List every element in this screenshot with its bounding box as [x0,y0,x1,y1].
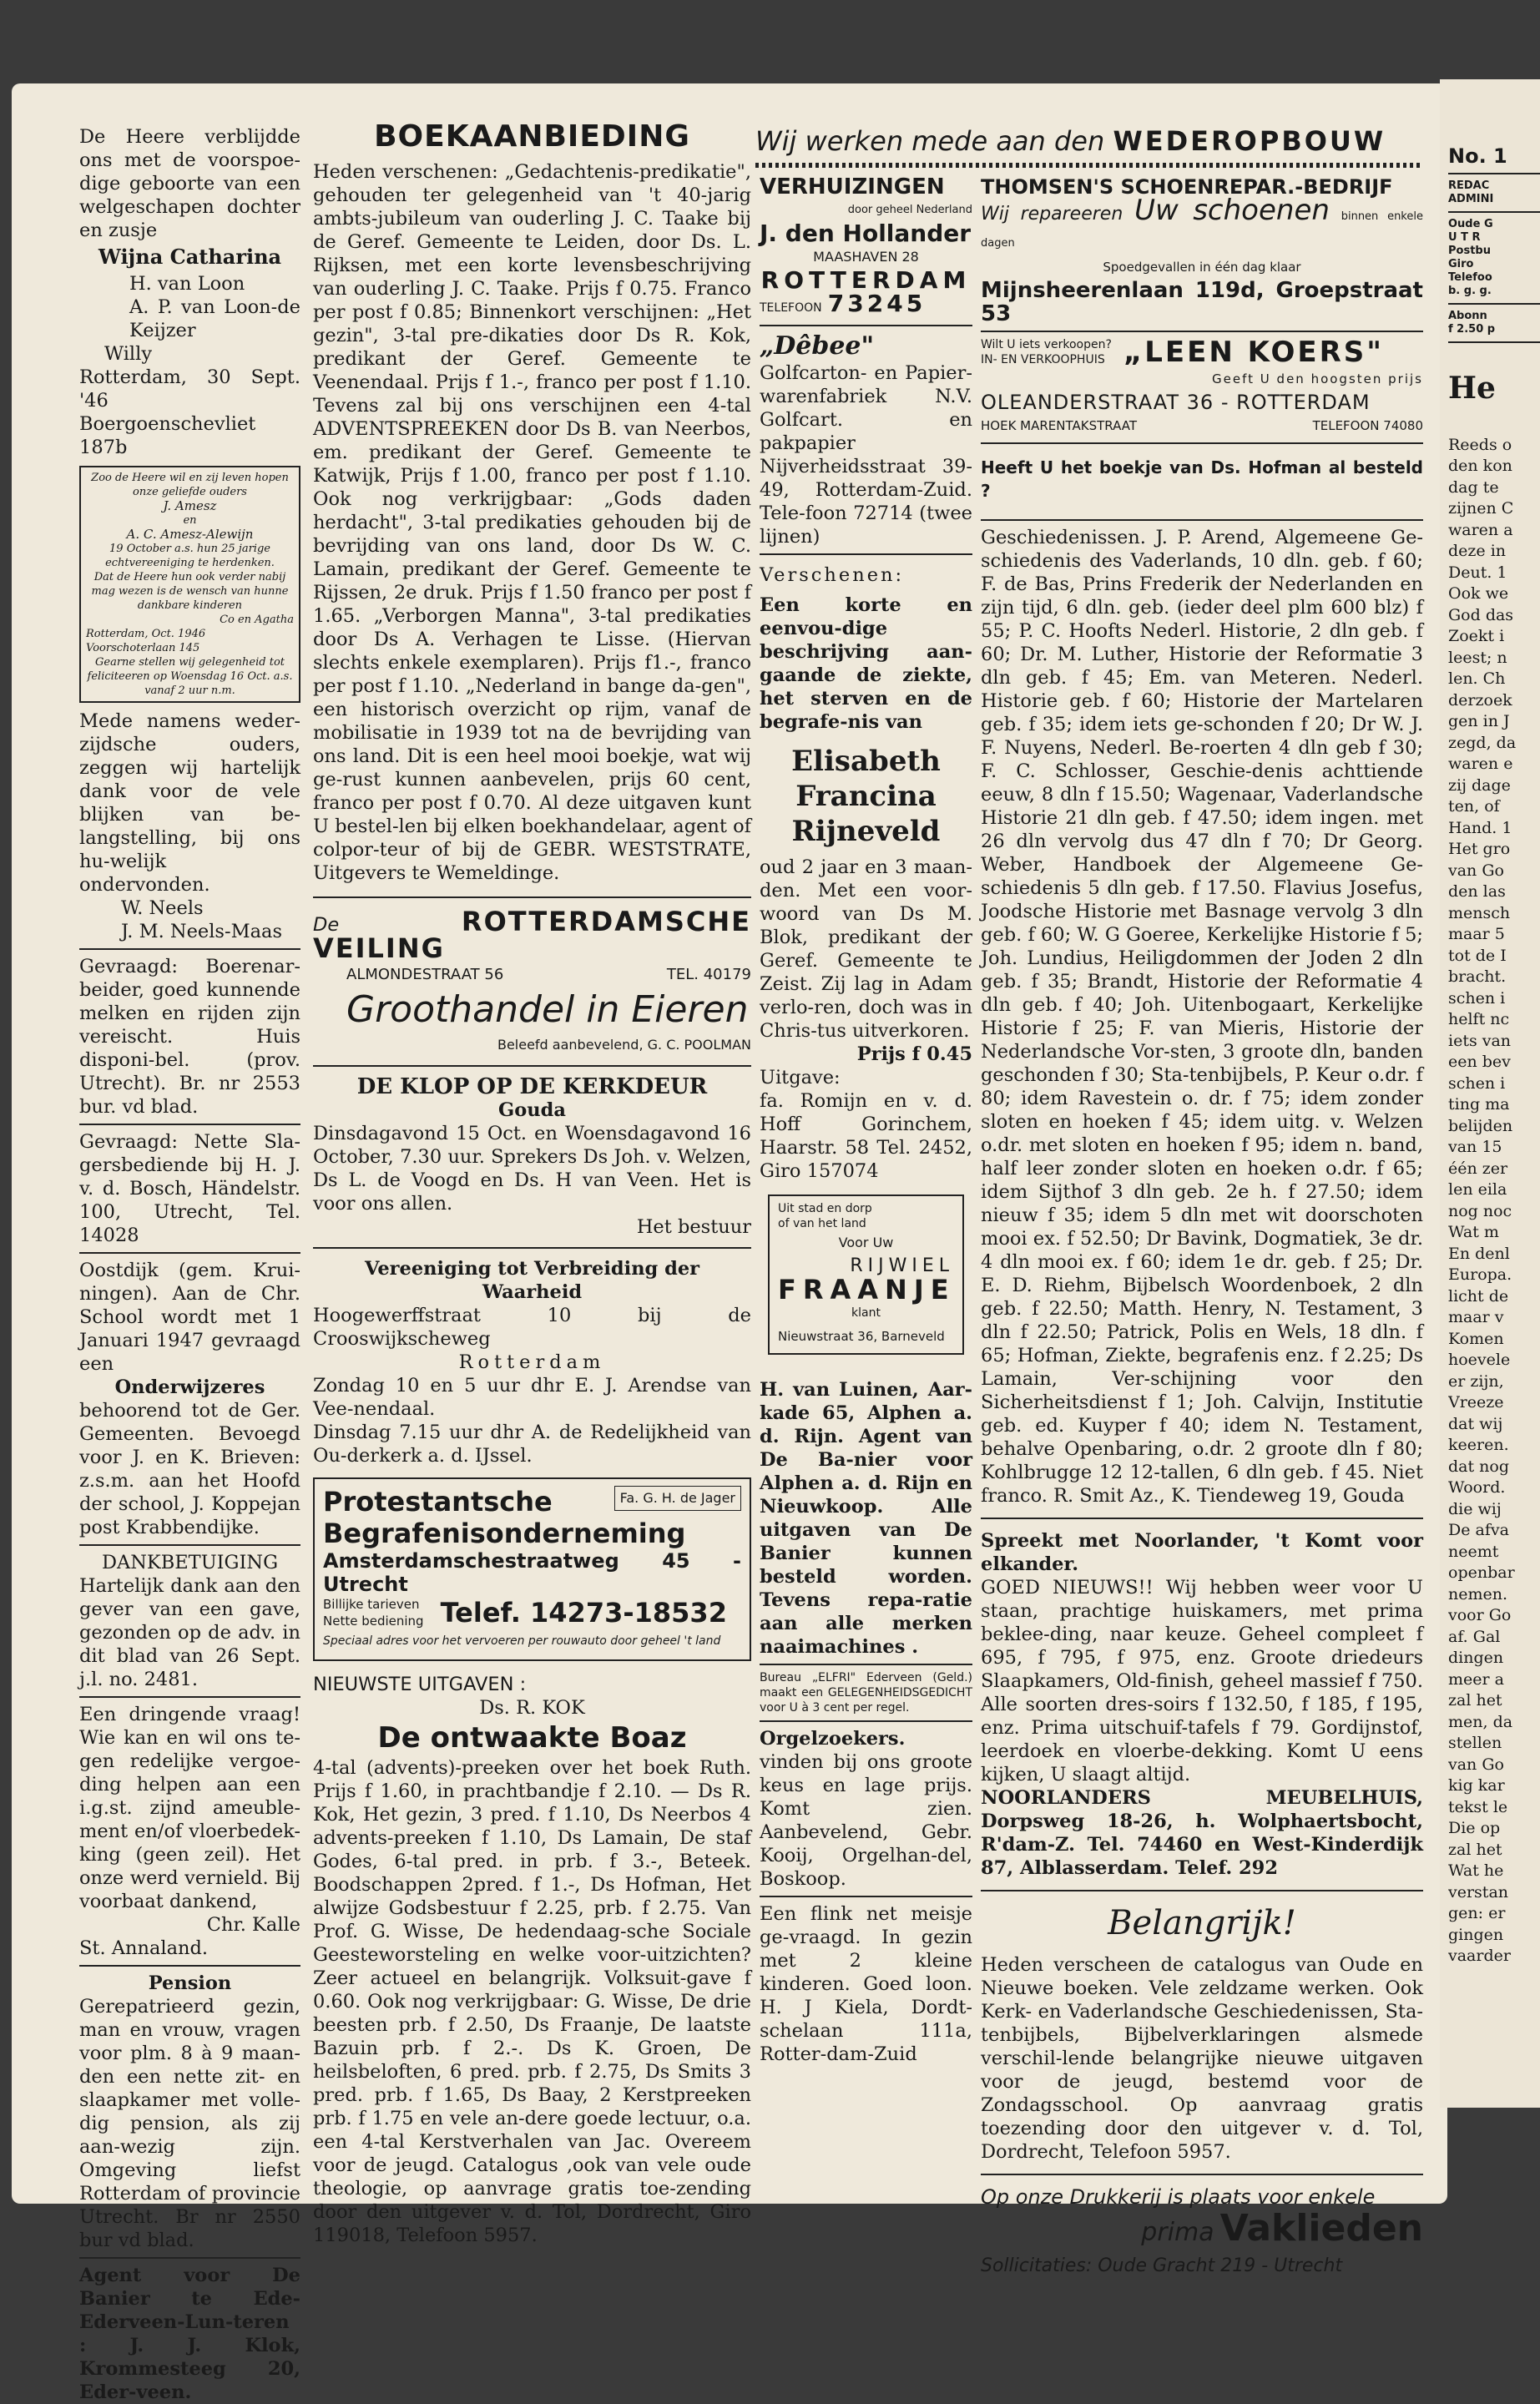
masthead-line: U T R [1448,230,1481,244]
publisher-title: Uitgave: [760,1067,841,1088]
publisher-text: fa. Romijn en v. d. Hoff Gorinchem, Haarstr. 58 Tel. 2452, Giro 157074 [760,1090,972,1182]
article-line: dat nog [1448,1457,1510,1476]
leen-address: OLEANDERSTRAAT 36 - ROTTERDAM [981,391,1371,414]
ad-butcher: Gevraagd: Nette Sla-gersbediende bij H. J. v. d. Bosch, Händelstr. 100, Utrecht, Tel. 14028 [79,1131,300,1246]
new-publications-title: NIEUWSTE UITGAVEN : [313,1674,527,1695]
article-line: den las [1448,882,1506,901]
article-line: hoevele [1448,1351,1511,1369]
article-line: deze in [1448,542,1507,560]
klop-city: Gouda [498,1099,566,1121]
veiling-phone: TEL. 40179 [666,966,751,983]
banner-text: Wij werken mede aan den [755,125,1105,157]
important-title: Belangrijk! [1108,1904,1296,1942]
funeral-special: Speciaal adres voor het vervoeren per rouwauto door geheel 't land [323,1634,721,1648]
jubilee-line: en [183,514,197,527]
article-line: den kon [1448,457,1512,475]
masthead-line: b. g. g. [1448,284,1492,297]
published-text-2: oud 2 jaar en 3 maan-den. Met een voor-woord van Ds M. Blok, predikant der Geref. Gemeente te Zeist. Zij lag in Adam verlo-ren, doch was in Chris-tus uitverkoren. [760,856,972,1042]
moving-firm: J. den Hollander [760,220,972,247]
masthead-line: REDAC [1448,179,1490,192]
article-line: waren e [1448,755,1513,773]
masthead-line: ADMINI [1448,192,1494,205]
article-line: len. Ch [1448,669,1506,688]
birth-place: Rotterdam, 30 Sept. '46 [79,366,300,412]
important-text: Heden verscheen de catalogus van Oude en Nieuwe boeken. Vele zeldzame werken. Ook Kerk- en Vaderlandsche Geschiedenissen, Sta-tenbijbels, Bijbelverklaringen alsmede verschil-lende belangrijke nieuwe uitgaven voor de jeugd, bestemd voor de Zondagsschool. Op aanvraag gratis toezending door den uitgever v. d. Tol, Dordrecht, Telefoon 5957. [981,1954,1423,2163]
article-line: openbar [1448,1563,1515,1582]
article-line: gingen [1448,1925,1504,1944]
association-city: Rotterdam [458,1351,606,1373]
veiling-ad [313,906,751,1057]
article-line: keeren. [1448,1436,1509,1454]
funeral-title-2: Begrafenisonderneming [323,1518,686,1549]
article-line: nog noc [1448,1201,1512,1220]
luinen-ad: H. van Luinen, Aar-kade 65, Alphen a. d. Rijn. Agent van De Ba-nier voor Alphen a. d. Rijn en Nieuwkoop. Alle uitgaven van De Banier kunnen besteld worden. Tevens repa-ratie aan alle merken naaimachines . [760,1379,972,1658]
column-4 [981,175,1423,2278]
banner-rebuild: WEDEROPBOUW [1113,125,1386,157]
birth-mother: A. P. van Loon-de Keijzer [129,296,300,341]
jubilee-notice [79,466,300,703]
article-line: belijden [1448,1116,1513,1135]
birth-father: H. van Loon [129,273,245,295]
association-line: Dinsdag 7.15 uur dhr A. de Redelijkheid van Ou-derkerk a. d. IJssel. [313,1422,751,1467]
article-line: Wat m [1448,1223,1499,1241]
shoe-slogan: Wij repareeren [981,204,1123,225]
funeral-ad [313,1477,751,1661]
leen-question: Wilt U iets verkoopen? [981,338,1112,351]
moving-city: ROTTERDAM [760,266,972,294]
jubilee-line: Rotterdam, Oct. 1946 [86,628,206,640]
printer-ad [981,2185,1423,2278]
leen-price: Geeft U den hoogsten prijs [1212,371,1423,386]
article-line: ten, of [1448,797,1500,816]
association-line: Zondag 10 en 5 uur dhr E. J. Arendse van Vee-nendaal. [313,1375,751,1420]
hofman-notice: Heeft U het boekje van Ds. Hofman al besteld ? [981,457,1423,501]
masthead-line: Telefoo [1448,270,1492,284]
urgent-request: Een dringende vraag! Wie kan en wil ons te-gen redelijke vergoe-ding helpen aan een i.g.st. zijnd ameuble-ment en/of vloerbedek-king (geen zeil). Het onze werd vernield. Bij voorbaat dankend, [79,1704,300,1912]
article-line: kig kar [1448,1776,1505,1795]
printer-line: Op onze Drukkerij is plaats voor enkele [981,2185,1376,2209]
article-line: God das [1448,605,1514,624]
article-line: neemt [1448,1542,1499,1561]
article-line: af. Gal [1448,1627,1501,1646]
pension-title: Pension [148,1972,232,1994]
noorlander-address: NOORLANDERS MEUBELHUIS, Dorpsweg 18-26, h. Wolphaertsbocht, R'dam-Z. Tel. 74460 en West-Kinderdijk 87, Alblasserdam. Telef. 292 [981,1787,1423,1879]
article-line: van 15 [1448,1138,1502,1156]
rebuild-banner [755,125,1423,157]
article-line: Zoekt i [1448,627,1505,645]
article-line: licht de [1448,1286,1509,1306]
klop-signature: Het bestuur [636,1216,751,1238]
article-line: meer a [1448,1669,1504,1689]
article-line: één zer [1448,1159,1508,1178]
article-line: helft nc [1448,1010,1510,1028]
banner-rule [755,163,1423,168]
article-line: schen i [1448,1073,1506,1093]
jubilee-line: Co en Agatha [220,614,294,626]
agent-notice: Agent voor De Banier te Ede-Ederveen-Lun-teren : J. J. Klok, Krommesteeg 20, Eder-veen. [79,2265,300,2403]
jubilee-line: Zoo de Heere wil en zij leven hopen onze geliefde ouders [91,472,289,498]
article-line: tot de I [1448,946,1507,965]
fraanje-line: of van het land [778,1217,866,1230]
article-line: dat wij [1448,1414,1503,1433]
article-line: Ook we [1448,584,1509,603]
article-line: Het gro [1448,840,1511,858]
article-line: Deut. 1 [1448,563,1507,582]
funeral-address: Amsterdamschestraatweg 45 - Utrecht [323,1549,741,1596]
debee-logo: „Dêbee" [760,331,875,361]
published-price: Prijs f 0.45 [856,1043,972,1065]
article-line: En denl [1448,1244,1510,1263]
moving-sub: door geheel Nederland [847,204,972,216]
column-3 [760,175,972,2066]
article-line: zal het [1448,1840,1502,1859]
article-line: waren a [1448,520,1513,539]
article-line: zegd, da [1448,733,1517,752]
moving-address: MAASHAVEN 28 [813,249,919,265]
article-line: De afva [1448,1521,1509,1539]
elfri-ad: Bureau „ELFRI" Ederveen (Geld.) maakt een GELEGENHEIDSGEDICHT voor U à 3 cent per regel. [760,1671,972,1715]
book-offer-text: Heden verschenen: „Gedachtenis-predikatie", gehouden ter gelegenheid van 't 40-jarig ambts-jubileum van ouderling J. C. Taake bij de Geref. Gemeente te Leiden, door Ds. L. Rijksen, met een korte levensbeschrijving van ouderling J. C. Taake. Prijs f 0.75. Franco per post f 0.85; Binnenkort verschijnen: „Het gezin", 3-tal pre-dikaties door Ds R. Kok, predikant der Geref. Gemeente te Veenendaal. Prijs f 1.-, franco per post f 1.10. Tevens zal bij ons verschijnen een 4-tal ADVENTSPREEKEN door Ds B. van Neerbos, em. predikant der Geref. Gemeente te Katwijk, Prijs f 1.00, franco per post f 1.10. Ook nog verkrijgbaar: „Gods daden herdacht", 3-tal predikaties gehouden bij de bevrijding van ons land, door Ds W. C. Lamain, predikant der Geref. Gemeente te Rijssen, 2e druk. Prijs f 1.50 franco per post f 1.65. „Verborgen Manna", 3-tal predikaties door Ds A. Verhagen te Lisse. (Hiervan slechts enkele exemplaren). Prijs f1.-, franco per post f 1.10. „Nederland in bange da-gen", een historisch overzicht op rijm, vanaf de mobilisatie in 1939 tot na de bevrijding van ons land. Dit is een heel mooi boekje, wat wij ge-rust kunnen aanbevelen, prijs 60 cent, franco per post f 0.70. Al deze uitgaven kunt U bestel-len bij elken boekhandelaar, agent of colpor-teur of bij de GEBR. WESTSTRATE, Uitgevers te Wemeldinge. [313,161,751,884]
jubilee-line: J. Amesz [163,498,217,513]
masthead-line: Giro [1448,257,1474,270]
leen-type: IN- EN VERKOOPHUIS [981,353,1105,366]
article-line: voor Go [1448,1606,1512,1624]
article-line: Komen [1448,1329,1504,1348]
article-line: er zijn, [1448,1371,1504,1391]
article-text [1448,435,1540,1967]
article-line: Reeds o [1448,435,1512,454]
article-line: Woord. [1448,1478,1506,1497]
new-publications-author: Ds. R. KOK [479,1697,585,1719]
leen-koers-ad [981,337,1423,437]
article-line: gen in J [1448,712,1510,730]
article-line: zijnen C [1448,499,1514,518]
article-line: derzoek [1448,690,1512,710]
jubilee-line: Dat de Heere hun ook verder nabij mag wezen is de wensch van hunne dankbare kinderen [91,571,289,612]
fraanje-name: FRAANJE [778,1274,956,1306]
association-address: Hoogewerffstraat 10 bij de Crooswijkscheweg [313,1305,751,1350]
request-place: St. Annaland. [79,1937,209,1959]
shoe-slogan: binnen enkele dagen [981,210,1423,250]
noorlander-text: GOED NIEUWS!! Wij hebben weer voor U staan, prachtige huiskamers, met prima beklee-ding, naar keuze. Geheel compleet f 695, f 795, f 975, enz. Groote driedeurs Slaapkamers, Old-finish, geheel massief f 750. Alle soorten dres-soirs f 132.50, f 185, f 195, enz. Prima uitschuif-tafels f 79. Gordijnstof, leerdoek en vloerbe-dekking. Komt U eens kijken, U slaagt altijd. [981,1577,1423,1785]
article-line: Vreeze [1448,1393,1504,1412]
maid-ad: Een flink net meisje ge-vraagd. In gezin met 2 kleine kinderen. Goed loon. H. J Kiela, Dordt-schelaan 111a, Rotter-dam-Zuid [760,1903,972,2065]
thanks-name: W. Neels [121,897,204,919]
article-line: leest; n [1448,648,1507,667]
printer-applications: Sollicitaties: Oude Gracht 219 - Utrecht [981,2255,1343,2276]
organ-title: Orgelzoekers. [760,1728,906,1750]
jubilee-line: Voorschoterlaan 145 [86,642,200,654]
article-line: van Go [1448,861,1504,880]
birth-text: De Heere verblijdde ons met de voorspoe-dige geboorte van een welgeschapen dochter en zusje [79,126,300,241]
column-5 [1448,146,1540,1967]
article-line: die wij [1448,1499,1502,1518]
funeral-phone: Telef. 14273-18532 [440,1597,727,1629]
column-1 [79,125,300,2404]
moving-phone: 73245 [827,290,927,317]
article-line: zal het [1448,1691,1502,1710]
published-title: Verschenen: [760,564,905,586]
fraanje-line: klant [851,1306,881,1320]
article-line: Die op [1448,1819,1501,1837]
book-list: Geschiedenissen. J. P. Arend, Algemeene Ge-schiedenis des Vaderlands, 10 dln. geb. f 60; F. de Bas, Prins Frederik der Nederlanden en zijn tijd, 6 dln. geb. (ieder deel plm 600 blz) f 55; P. C. Hoofts Nederl. Historie, 2 dln geb. f 60; Dr. M. Luther, Historie der Reformatie 3 dln geb. f 45; Em. van Meteren. Nederl. Historie geb. f 60; Historie der Martelaren geb. f 35; idem iets ge-schonden f 20; Dr W. J. F. Nuyens, Nederl. Be-roerten 4 dln geb f 30; F. C. Schlosser, Geschie-denis achttiende eeuw, 8 dln f 15.50; Wagenaar, Vaderlandsche Historie 21 dln geb. f 47.50; idem ingen. met 26 dln vervolg dus 47 dln f 70; Dr Georg. Weber, Handboek der Algemeene Ge-schiedenis 5 dln geb. f 17.50. Flavius Josefus, Joodsche Historie met Basnage vervolg 3 dln geb. f 60; W. G Goeree, Kerkelijke Historie f 5; Joh. Lundius, Heiligdommen der Joden 2 dln geb. f 35; Brandt, Historie der Reformatie 4 dln geb. f 40; Joh. Uitenbogaart, Kerkelijke Historie f 25; F. van Mieris, Historie der Nederlandsche Vor-sten, 3 groote dln, banden geschonden f 30; Sta-tenbijbels, P. Keur o.dr. f 80; idem Ravestein o. dr. f 75; idem zonder sloten en hoeken f 45; idem uitg. v. Welzen o.dr. met sloten en hoeken f 95; idem n. band, half leer zonder sloten en hoeken o.dr. f 65; idem Sijthof 3 dln geb. 2e h. f 27.50; idem nieuw f 35; idem 5 dln met wit doorschoten mooi ex. f 52.50; Dr Bavink, Dogmatiek, 3e dr. 4 dln mooi ex. f 60; idem 1e dr. geb. f 25; Dr. E. D. Riehm, Bijbelsch Woordenboek, 2 dln geb. f 22.50; Matth. Henry, N. Testament, 3 dln f 22.50; Patrick, Polis en Wels, 18 dln. f 65; Hofman, Ziekte, begrafenis enz. f 2.25; Ds Lamain, Ver-schijning voor den Sicherheitsdienst f 1; Joh. Calvijn, Institutie geb. ed. Kuyper f 40; idem N. Testament, behalve Openbaring, o.dr. 2 groote dln f 80; Kohlbrugge 12 12-tallen, 6 dln geb. f 45. Niet franco. R. Smit Az., K. Tiendeweg 19, Gouda [981,527,1423,1507]
child-name: Rijneveld [791,815,941,848]
article-line: dingen [1448,1649,1504,1667]
article-line: men, da [1448,1712,1513,1731]
moving-phone-label: TELEFOON [760,301,822,315]
article-line: len eila [1448,1180,1507,1199]
child-name: Elisabeth [791,745,941,778]
article-line: nemen. [1448,1584,1508,1604]
article-line: Europa. [1448,1265,1512,1284]
issue-number: No. 1 [1448,146,1507,168]
moving-ad [760,175,972,320]
fraanje-line: Uit stad en dorp [778,1202,872,1215]
shoe-slogan: Uw schoenen [1134,194,1330,227]
article-heading: He [1448,370,1496,406]
article-line: mensch [1448,903,1511,922]
fraanje-address: Nieuwstraat 36, Barneveld [778,1329,945,1344]
fraanje-line: Voor Uw [838,1235,894,1250]
leen-phone: TELEFOON 74080 [1312,418,1423,433]
funeral-firm: Fa. G. H. de Jager [614,1486,741,1511]
leen-name: „LEEN KOERS" [1123,336,1384,369]
shoe-address: Mijnsheerenlaan 119d, Groepstraat 53 [981,278,1423,326]
article-line: Wat he [1448,1861,1504,1880]
birth-announcement [79,125,300,459]
shoe-title: THOMSEN'S SCHOENREPAR.-BEDRIJF [981,175,1393,199]
thanks-name: J. M. Neels-Maas [121,921,282,942]
jubilee-line: A. C. Amesz-Alewijn [126,527,254,542]
jubilee-line: Gearne stellen wij gelegenheid tot feliciteeren op Woensdag 16 Oct. a.s. vanaf 2 uur n.m. [87,656,293,697]
child-name: Francina [795,780,937,813]
article-line: ting ma [1448,1095,1510,1114]
shoe-repair-ad [981,175,1423,326]
ad-farmhand: Gevraagd: Boerenar-beider, goed kunnende melken en rijden zijn vereischt. Huis disponi-bel. (prov. Utrecht). Br. nr 2553 bur. vd blad. [79,956,300,1118]
veiling-name: ROTTERDAMSCHE VEILING [313,906,751,964]
published-text: Een korte en eenvou-dige beschrijving aan-gaande de ziekte, het sterven en de begrafe-nis van [760,594,972,733]
article-line: zij dage [1448,775,1511,795]
funeral-title: Protestantsche [323,1486,553,1518]
ad-school-details: behoorend tot de Ger. Gemeenten. Bevoegd voor J. en K. Brieven: z.s.m. aan het Hoofd der school, J. Koppejan post Krabbendijke. [79,1400,300,1538]
book-offer-title: BOEKAANBIEDING [374,119,690,154]
moving-title: VERHUIZINGEN [760,174,945,199]
article-line: stellen [1448,1734,1502,1752]
masthead-line: f 2.50 p [1448,322,1496,336]
article-line: Hand. 1 [1448,818,1512,837]
request-signature: Chr. Kalle [206,1914,300,1936]
wedding-thanks: Mede namens weder-zijdsche ouders, zeggen wij hartelijk dank voor de vele blijken van be-langstelling, bij ons hu-welijk ondervonden. [79,710,300,896]
noorlander-head: Spreekt met Noorlander, 't Komt voor elkander. [981,1530,1423,1575]
article-line: van Go [1448,1755,1504,1774]
birth-address: Boergoenschevliet 187b [79,413,256,458]
ad-school: Oostdijk (gem. Krui-ningen). Aan de Chr. School wordt met 1 Januari 1947 gevraagd een [79,1260,300,1375]
article-line: maar v [1448,1308,1504,1326]
article-line: schen i [1448,988,1506,1008]
article-line: gen: er [1448,1904,1506,1922]
new-publications-book: De ontwaakte Boaz [377,1721,687,1755]
shoe-urgent: Spoedgevallen in één dag klaar [1103,260,1301,275]
masthead-line: Oude G [1448,217,1493,230]
article-line: bracht. [1448,967,1507,986]
veiling-signature: Beleefd aanbevelend, G. C. POOLMAN [497,1037,751,1053]
masthead-line: Postbu [1448,244,1491,257]
debee-text: Golfcarton- en Papier-warenfabriek N.V. Golfcart. en pakpapier Nijverheidsstraat 39-49, Rotterdam-Zuid. Tele-foon 72714 (twee lijnen) [760,362,972,548]
veiling-address: ALMONDESTRAAT 56 [346,966,504,983]
printer-craftsmen: Vaklieden [1219,2207,1423,2250]
article-line: iets van [1448,1031,1512,1050]
funeral-rates: Billijke tarieven [323,1597,420,1612]
fraanje-bike: RIJWIEL [850,1255,954,1276]
article-line: vaarder [1448,1947,1511,1965]
article-line: verstan [1448,1882,1509,1901]
association-title: Vereeniging tot Verbreiding der Waarheid [364,1258,700,1303]
fraanje-ad [768,1194,964,1355]
organ-text: vinden bij ons groote keus en lage prijs. Komt zien. Aanbevelend, Gebr. Kooij, Orgelhan-del, Boskoop. [760,1751,972,1890]
jubilee-line: 19 October a.s. hun 25 jarige echtvereeniging te herdenken. [105,543,275,569]
article-line: tekst le [1448,1797,1508,1816]
pension-text: Gerepatrieerd gezin, man en vrouw, vragen voor plm. 8 à 9 maan-den een nette zit- en slaapkamer met volle-dig pension, als zij aan-wezig zijn. Omgeving liefst Rotterdam of provincie Utrecht. Br nr 2550 bur vd blad. [79,1996,300,2251]
column-2 [313,119,751,2247]
printer-prima: prima [1141,2218,1214,2247]
veiling-de: De [313,914,340,936]
article-line: maar 5 [1448,925,1505,943]
thanks-title: DANKBETUIGING [101,1552,279,1573]
birth-sibling: Willy [104,343,153,365]
klop-text: Dinsdagavond 15 Oct. en Woensdagavond 16 October, 7.30 uur. Sprekers Ds Joh. v. Welzen, Ds L. de Voogd en Ds. H van Veen. Het is voor ons allen. [313,1123,751,1215]
ad-school-title: Onderwijzeres [114,1376,265,1398]
masthead-line: Abonn [1448,309,1487,322]
leen-corner: HOEK MARENTAKSTRAAT [981,418,1138,433]
new-publications-text: 4-tal (advents)-preeken over het boek Ruth. Prijs f 1.60, in prachtbandje f 2.10. — Ds R. Kok, Het gezin, 3 pred. f 1.10, Ds Neerbos 4 advents-preeken f 1.10, Ds Lamain, De staf Godes, 6-tal pred. in prb. f 3.-, Beteek. Boodschappen 2pred. f 1.-, Ds Hofman, Het alwijze Godsbestuur f 2.25, prb. f 2.75. Van Prof. G. Wisse, De hedendaag-sche Sociale Geesteworsteling en welke voor-uitzichten? Zeer actueel en belangrijk. Volksuit-gave f 0.60. Ook nog verkrijgbaar: G. Wisse, De drie beesten prb. f 2.50, Ds Fraanje, De laatste Bazuin prb. f 2.-. Ds K. Groen, De heilsbeloften, 6 pred. prb. f 2.75, Ds Smits 3 pred. prb. f 1.65, Ds Baay, 2 Kerstpreeken prb. f 1.75 en vele an-dere goede lectuur, o.a. een 4-tal Kerstverhalen van Jac. Overeem voor de jeugd. Catalogus ,ook van vele oude theologie, op aanvrage gratis toe-zending door den uitgever v. d. Tol, Dordrecht, Giro 119018, Telefoon 5957. [313,1757,751,2246]
klop-title: DE KLOP OP DE KERKDEUR [356,1074,708,1099]
article-line: een bev [1448,1053,1511,1071]
funeral-service: Nette bediening [323,1614,424,1629]
article-line: dag te [1448,477,1499,497]
birth-name: Wijna Catharina [98,245,282,269]
thanks-text: Hartelijk dank aan den gever van een gave, gezonden op de adv. in dit blad van 26 Sept. j.l. no. 2481. [79,1575,300,1690]
veiling-slogan: Groothandel in Eieren [346,988,749,1031]
